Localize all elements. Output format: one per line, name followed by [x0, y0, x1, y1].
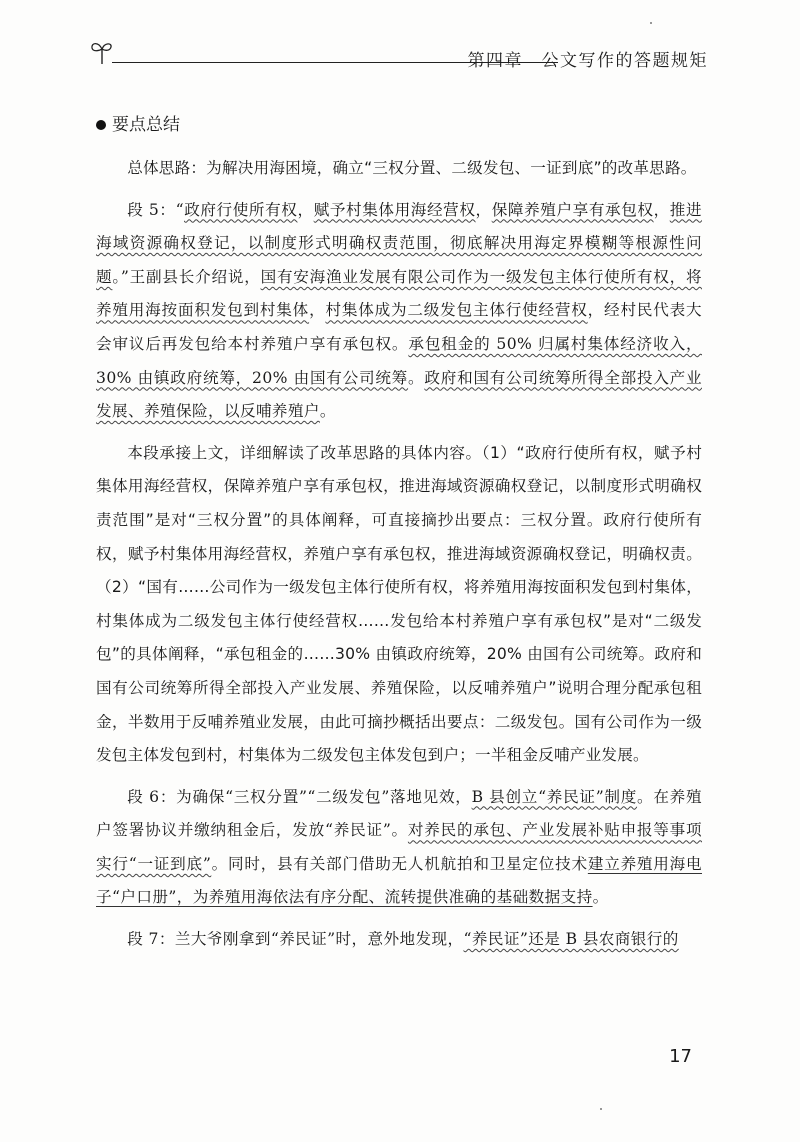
- scan-speck: [600, 1108, 602, 1110]
- paragraph-overall-idea: 总体思路：为解决用海困境，确立“三权分置、二级发包、一证到底”的改革思路。: [127, 159, 697, 177]
- paragraph-segment-5: 段 5：“政府行使所有权，赋予村集体用海经营权，保障养殖户享有承包权，推进海域资源确权登记，以制度形式明确权责范围，彻底解决用海定界模糊等根源性问题。”王副县长介绍说，国有安海渔业发展有限公司作为一级发包主体行使所有权，将养殖用海按面积发包到村集体，村集体成为二级发包主体行使经营权，经村民代表大会审议后再发包给本村养殖户享有承包权。承包租金的 50% 归属村集体经济收入，30% 由镇政府统筹，20% 由国有公司统筹。政府和国有公司统筹所得全部投入产业发展、养殖保险，以反哺养殖户。: [96, 200, 702, 421]
- section-heading-text: 要点总结: [112, 115, 180, 135]
- paragraph-segment-6: 段 6：为确保“三权分置”“二级发包”落地见效，B 县创立“养民证”制度。在养殖户签署协议并缴纳租金后，发放“养民证”。对养民的承包、产业发展补贴申报等事项实行“一证到底”。同时，县有关部门借助无人机航拍和卫星定位技术建立养殖用海电子“户口册”，为养殖用海依法有序分配、流转提供准确的基础数据支持。: [96, 787, 702, 907]
- paragraph-segment-7: 段 7：兰大爷刚拿到“养民证”时，意外地发现，“养民证”还是 B 县农商银行的: [127, 930, 679, 949]
- page-body: [96, 110, 702, 965]
- scan-speck: [650, 22, 652, 24]
- paragraph-analysis: 本段承接上文，详细解读了改革思路的具体内容。（1）“政府行使所有权，赋予村集体用海经营权，保障养殖户享有承包权，推进海域资源确权登记，以制度形式明确权责范围”是对“三权分置”的具体阐释，可直接摘抄出要点：三权分置。政府行使所有权，赋予村集体用海经营权，养殖户享有承包权，推进海域资源确权登记，明确权责。（2）“国有……公司作为一级发包主体行使所有权，将养殖用海按面积发包到村集体，村集体成为二级发包主体行使经营权……发包给本村养殖户享有承包权”是对“二级发包”的具体阐释，“承包租金的……30% 由镇政府统筹，20% 由国有公司统筹。政府和国有公司统筹所得全部投入产业发展、养殖保险，以反哺养殖户”说明合理分配承包租金，半数用于反哺养殖业发展，由此可摘抄概括出要点：二级发包。国有公司作为一级发包主体发包到村，村集体为二级发包主体发包到户；一半租金反哺产业发展。: [96, 443, 702, 765]
- running-header: [88, 38, 708, 72]
- chapter-title: 第四章 公文写作的答题规矩: [467, 51, 708, 71]
- page-number: 17: [669, 1046, 692, 1067]
- section-heading: [96, 110, 702, 140]
- bullet-icon: [96, 120, 106, 130]
